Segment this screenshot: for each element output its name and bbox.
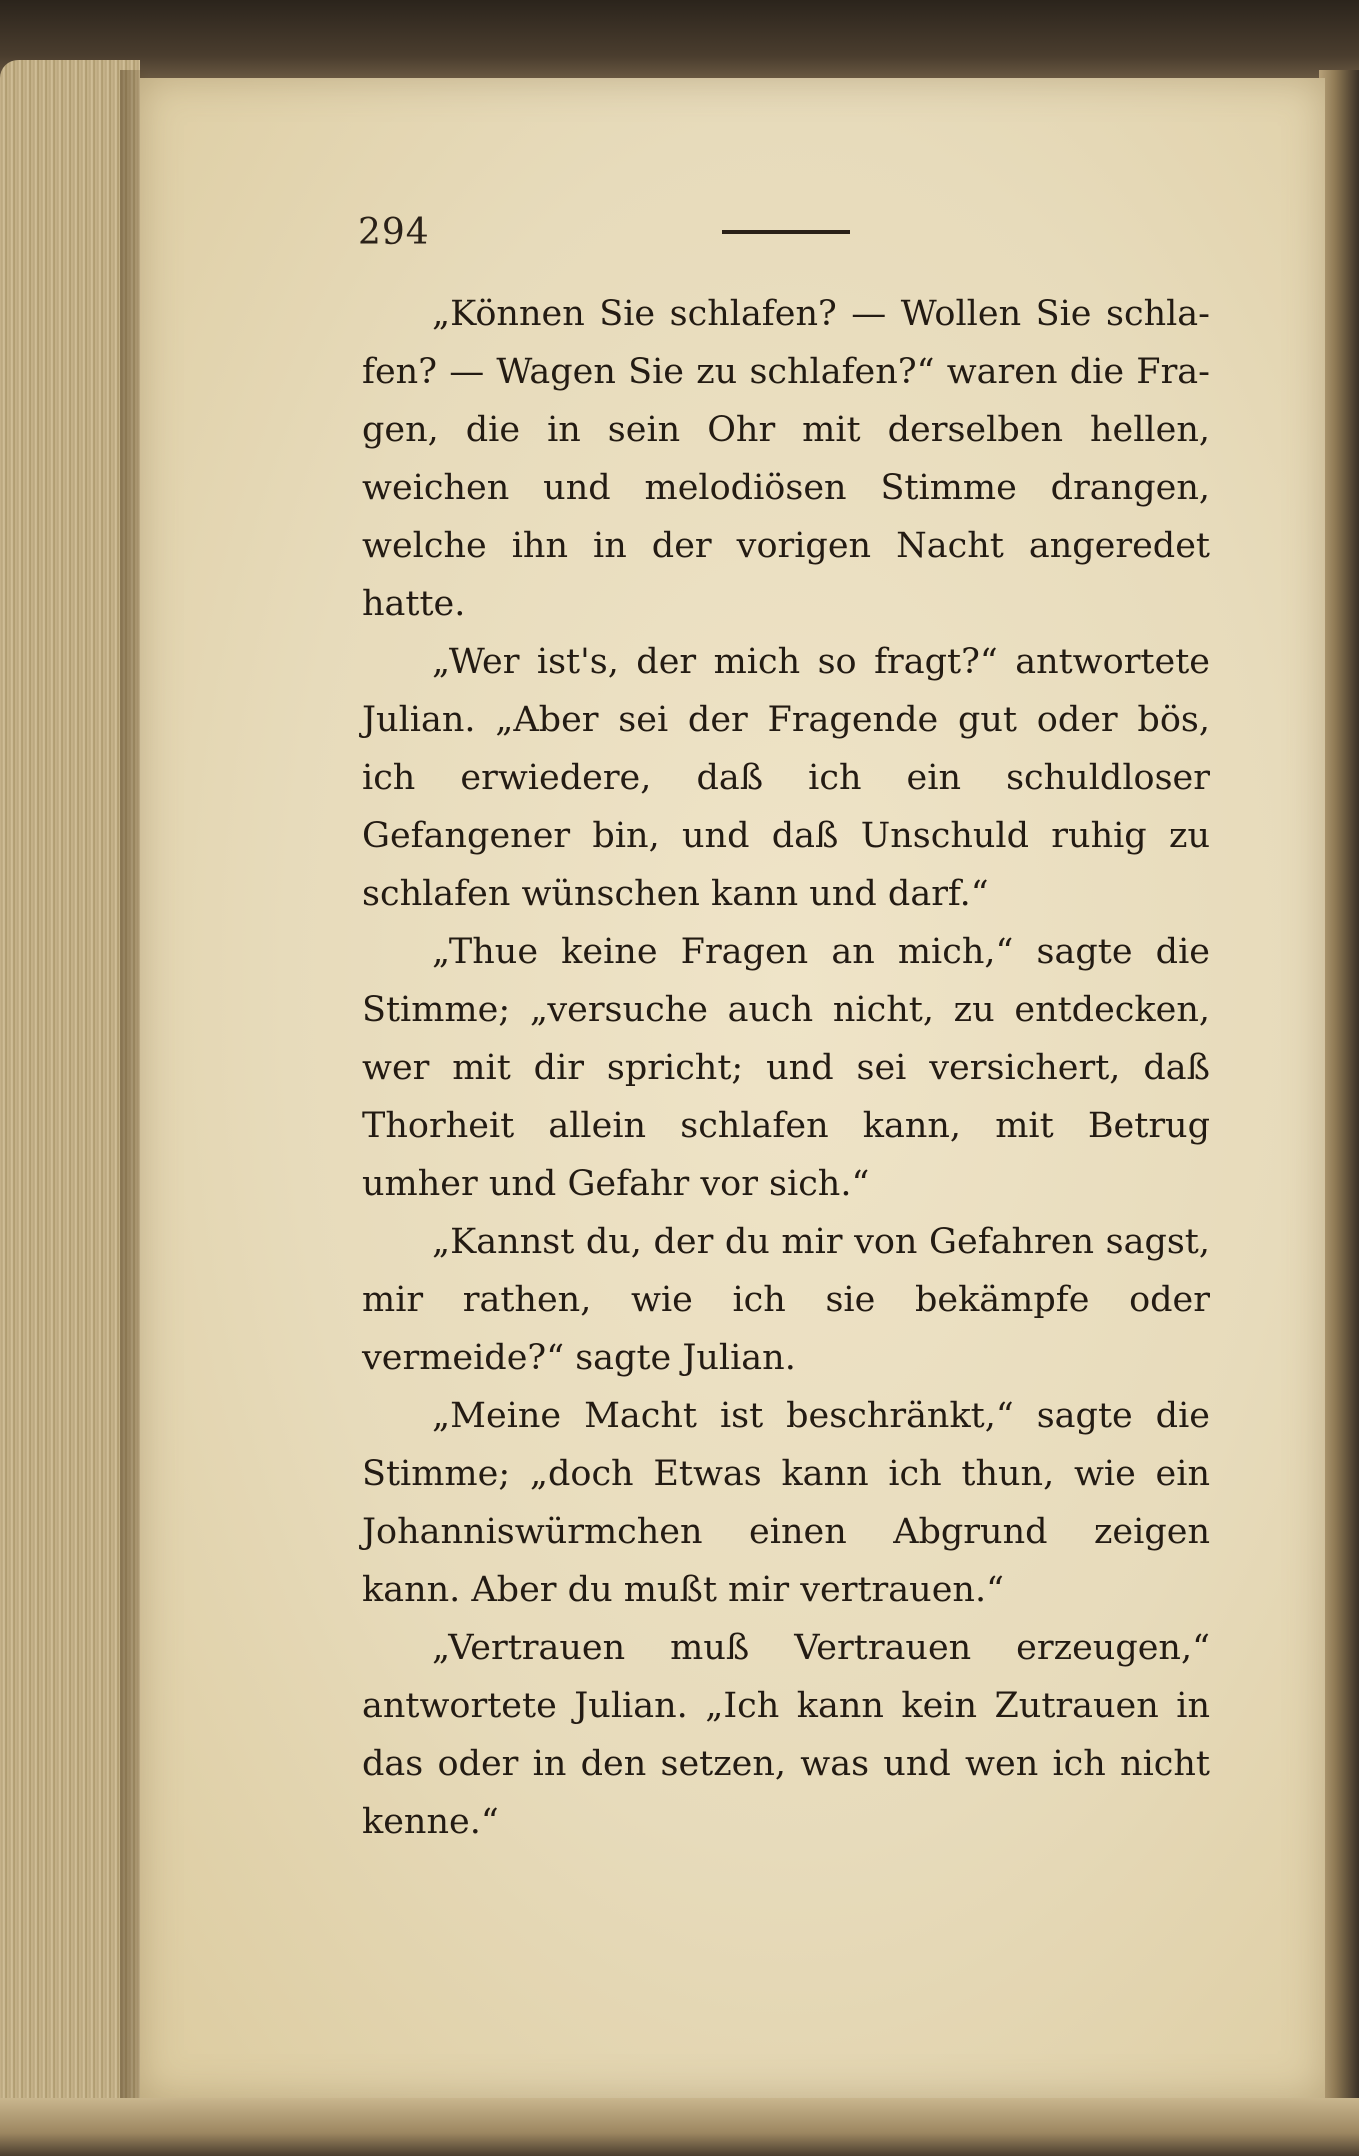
page-number: 294 <box>358 212 430 253</box>
page-text <box>362 285 1210 1851</box>
book-cover-edge <box>0 0 1359 80</box>
page-header <box>358 212 858 262</box>
paragraph: „Wer ist's, der mich so fragt?“ antwortete Julian. „Aber sei der Fragende gut oder bös, ich erwiedere, daß ich ein schuldloser Gefangener bin, und daß Unschuld ruhig zu schlafen wünschen kann und darf.“ <box>362 642 1210 914</box>
paragraph: „Thue keine Fragen an mich,“ sagte die Stimme; „versuche auch nicht, zu entdecken, wer mit dir spricht; und sei versichert, daß Thorheit allein schlafen kann, mit Betrug umher und Gefahr vor sich.“ <box>362 932 1210 1204</box>
paragraph: „Vertrauen muß Vertrauen erzeugen,“ antwortete Julian. „Ich kann kein Zutrauen in das oder in den setzen, was und wen ich nicht kenne.“ <box>362 1628 1210 1842</box>
book-right-edge <box>1319 70 1359 2110</box>
header-rule <box>722 230 850 234</box>
paragraph: „Kannst du, der du mir von Gefahren sagst, mir rathen, wie ich sie bekämpfe oder vermeide?“ sagte Julian. <box>362 1222 1210 1378</box>
page-edges <box>0 60 140 2110</box>
paragraph: „Können Sie schlafen? — Wollen Sie schlafen? — Wagen Sie zu schlafen?“ waren die Fragen, die in sein Ohr mit derselben hellen, weichen und melodiösen Stimme drangen, welche ihn in der vorigen Nacht angeredet hatte. <box>362 294 1210 624</box>
paragraph: „Meine Macht ist beschränkt,“ sagte die Stimme; „doch Etwas kann ich thun, wie ein Johanniswürmchen einen Abgrund zeigen kann. Aber du mußt mir vertrauen.“ <box>362 1396 1210 1610</box>
book-bottom-edge <box>0 2098 1359 2156</box>
